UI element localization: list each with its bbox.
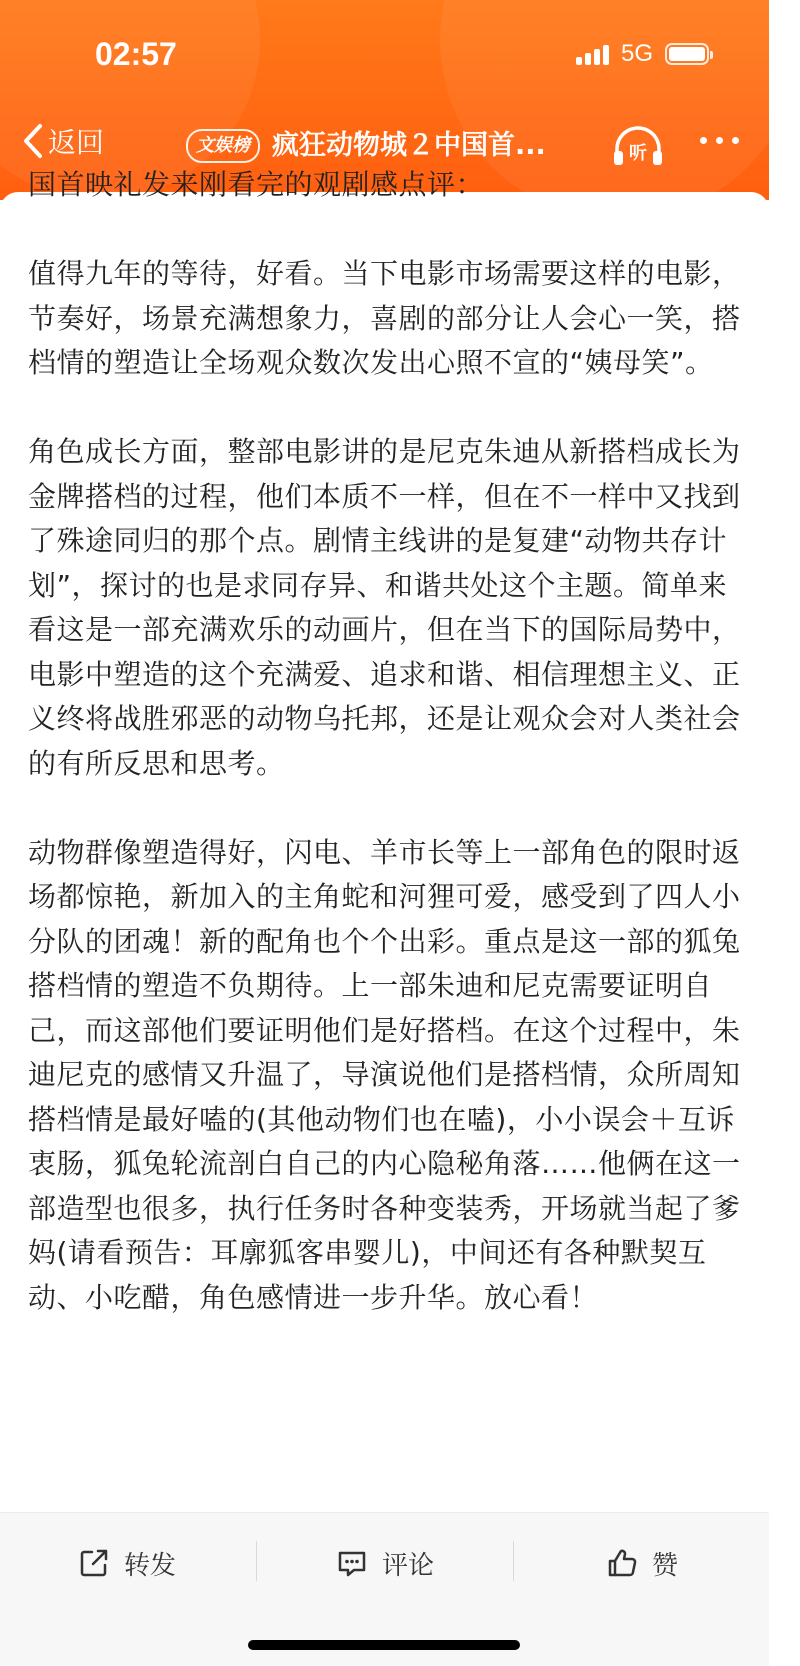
status-indicators xyxy=(576,40,709,68)
comment-icon xyxy=(336,1547,368,1579)
more-button[interactable] xyxy=(700,137,739,144)
article-paragraph: 国首映礼发来刚看完的观剧感点评： xyxy=(28,168,485,201)
article-paragraph: 动物群像塑造得好，闪电、羊市长等上一部角色的限时返场都惊艳，新加入的主角蛇和河狸可爱，感受到了四人小分队的团魂！新的配角也个个出彩。重点是这一部的狐兔搭档情的塑造不负期待。上一部朱迪和尼克需要证明自己，而这部他们要证明他们是好搭档。在这个过程中，朱迪尼克的感情又升温了，导演说他们是搭档情，众所周知搭档情是最好嗑的(其他动物们也在嗑)，小小误会＋互诉衷肠，狐兔轮流剖白自己的内心隐秘角落……他俩在这一部造型也很多，执行任务时各种变装秀，开场就当起了爹妈(请看预告：耳廓狐客串婴儿)，中间还有各种默契互动、小吃醋，角色感情进一步升华。放心看！ xyxy=(28,835,741,1314)
divider xyxy=(513,1541,514,1581)
share-button[interactable] xyxy=(78,1543,176,1583)
status-time: 02:57 xyxy=(95,36,177,72)
article-paragraph: 角色成长方面，整部电影讲的是尼克朱迪从新搭档成长为金牌搭档的过程，他们本质不一样，但在不一样中又找到了殊途同归的那个点。剧情主线讲的是复建“动物共存计划”，探讨的也是求同存异、和谐共处这个主题。简单来看这是一部充满欢乐的动画片，但在当下的国际局势中，电影中塑造的这个充满爱、追求和谐、相信理想主义、正义终将战胜邪恶的动物乌托邦，还是让观众会对人类社会的有所反思和思考。 xyxy=(28,435,741,780)
listen-label: 听 xyxy=(629,143,647,164)
battery-icon xyxy=(665,43,709,65)
comment-button[interactable] xyxy=(336,1543,434,1583)
more-dot-icon xyxy=(716,137,723,144)
thumbs-up-icon xyxy=(606,1547,638,1579)
signal-icon xyxy=(576,43,609,65)
hotlist-badge[interactable]: 文娱榜 xyxy=(186,129,260,163)
network-type: 5G xyxy=(620,40,653,67)
more-dot-icon xyxy=(732,137,739,144)
share-icon xyxy=(78,1547,110,1579)
chevron-left-icon xyxy=(22,123,44,159)
article-paragraph: 值得九年的等待，好看。当下电影市场需要这样的电影，节奏好，场景充满想象力，喜剧的部分让人会心一笑，搭档情的塑造让全场观众数次发出心照不宣的“姨母笑”。 xyxy=(28,257,741,379)
comment-label: 评论 xyxy=(382,1550,435,1581)
share-label: 转发 xyxy=(124,1550,177,1581)
divider xyxy=(256,1541,257,1581)
article-body xyxy=(28,163,748,1365)
back-button[interactable] xyxy=(22,121,104,161)
home-indicator xyxy=(248,1640,520,1650)
like-label: 赞 xyxy=(652,1550,679,1581)
back-label: 返回 xyxy=(48,126,105,159)
article-container[interactable] xyxy=(0,168,769,1512)
more-dot-icon xyxy=(700,137,707,144)
page-title: 疯狂动物城２中国首... xyxy=(272,130,546,161)
like-button[interactable] xyxy=(606,1543,678,1583)
